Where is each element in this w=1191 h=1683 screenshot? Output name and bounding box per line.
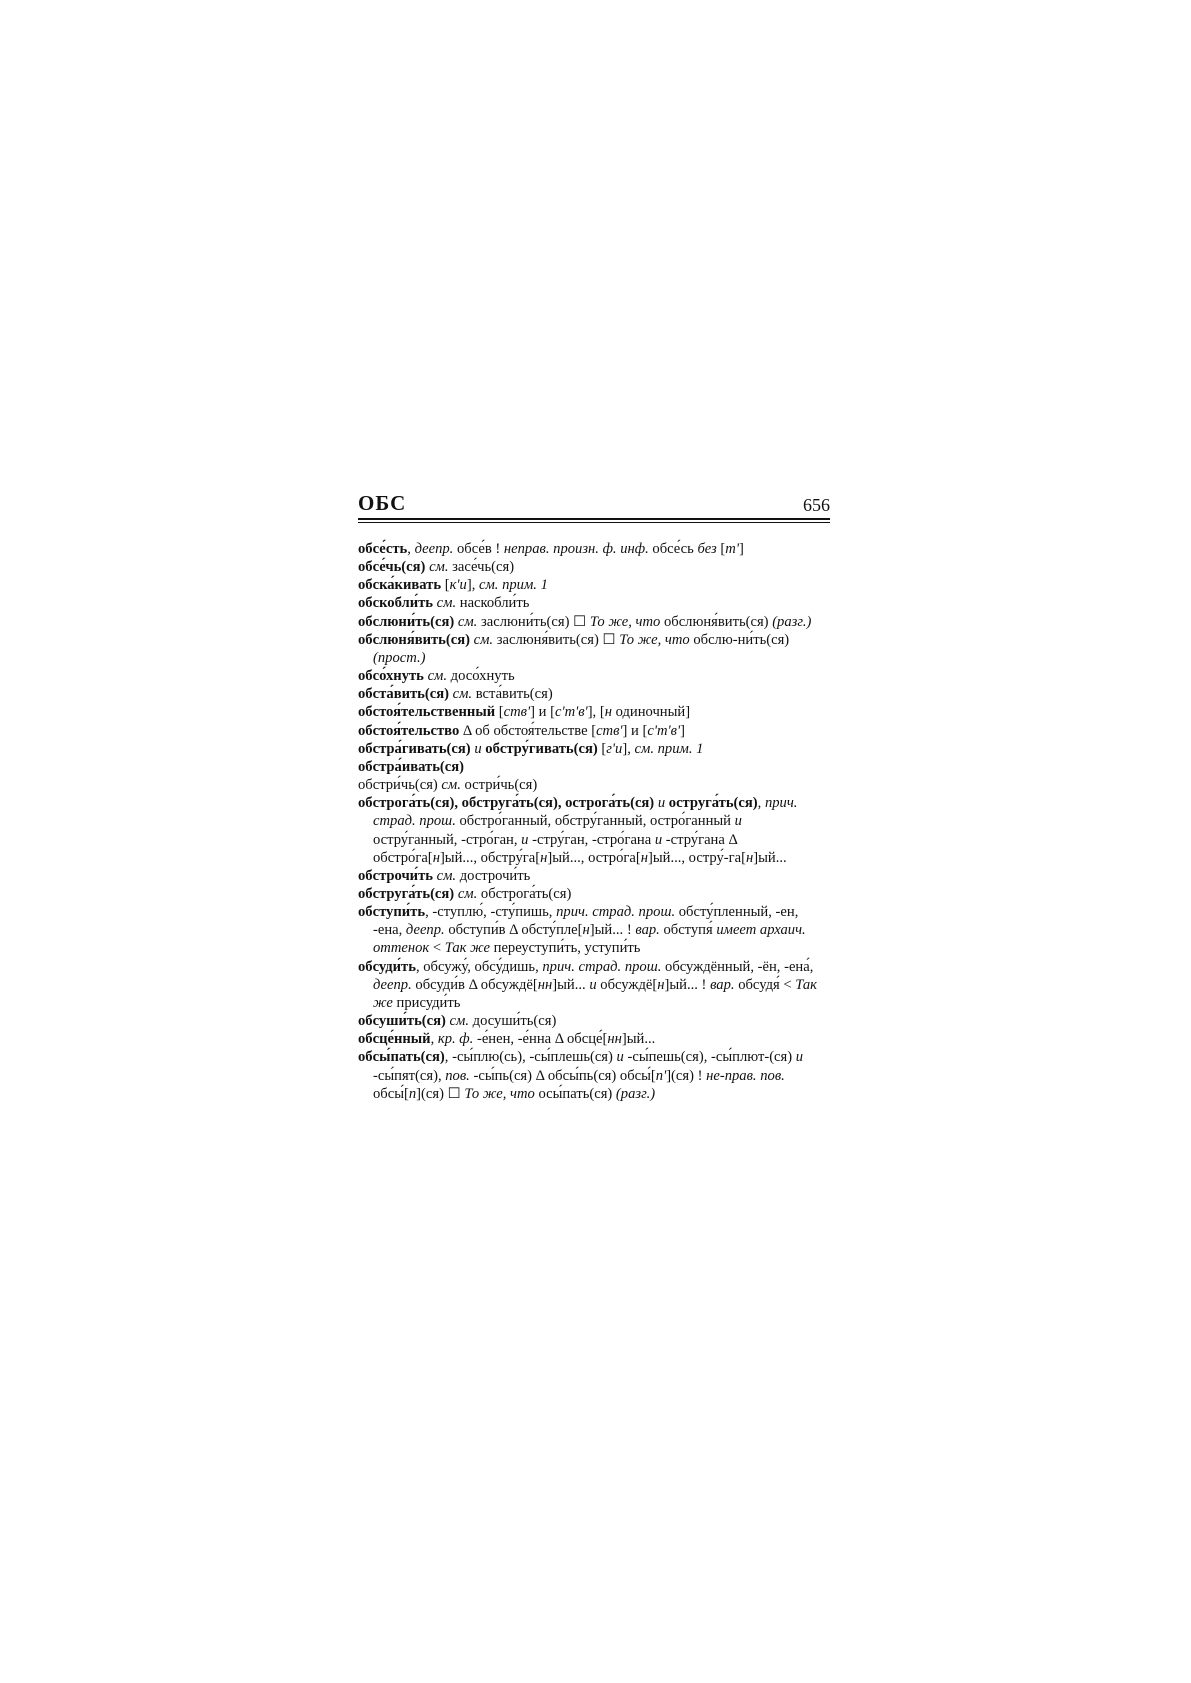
entry-text: наскобли́ть — [456, 595, 530, 612]
entry-label: см. — [452, 686, 473, 703]
entry-label: прич. страд. прош. — [556, 904, 676, 921]
entry-text: обсудя́ < — [734, 976, 796, 993]
entry-label: с'т'в' — [554, 704, 588, 721]
entry-label: и — [589, 976, 597, 993]
entry-text: досуши́ть(ся) — [469, 1013, 557, 1030]
entry-label: см. — [457, 885, 478, 902]
entry-headword: обскобли́ть — [358, 595, 433, 612]
dictionary-entry — [358, 594, 830, 612]
entry-text: обсту́пленный, -ен, -ена, — [373, 904, 799, 939]
dictionary-entry — [358, 667, 830, 685]
entry-label: вар. — [710, 976, 735, 993]
entry-headword: обсе́сть — [358, 541, 408, 557]
entry-label: н — [745, 849, 754, 866]
running-headword: ОБС — [358, 491, 407, 515]
entry-text: [ — [441, 577, 450, 594]
entry-text: -сы́пешь(ся), -сы́плют-(ся) — [623, 1049, 796, 1066]
entry-text: -е́нен, -е́нна Δ обсце́[ — [473, 1031, 608, 1048]
entry-headword: обстру́гивать(ся) — [485, 740, 598, 757]
dictionary-entry — [358, 540, 830, 558]
entry-label: нн — [537, 976, 553, 993]
entry-label: не-прав. пов. — [706, 1067, 785, 1084]
entry-text: заслюня́вить(ся) ☐ — [493, 631, 620, 648]
entry-text: , — [430, 1031, 438, 1048]
running-header — [358, 488, 830, 520]
entry-text: -стру́гана Δ обстро́га[ — [373, 831, 738, 866]
entry-text: ] и [ — [530, 704, 555, 721]
entry-text: остри́чь(ся) — [460, 777, 538, 794]
entry-headword: обсце́нный — [358, 1031, 431, 1048]
entry-text: ]ый... — [621, 1031, 656, 1048]
entry-label: см. — [441, 777, 461, 794]
entry-label: и — [654, 831, 663, 848]
entry-text: ] и [ — [622, 722, 648, 739]
entry-text: присуди́ть — [392, 994, 461, 1011]
entry-text: ] — [680, 722, 685, 739]
dictionary-entry — [358, 703, 830, 721]
entry-text: ]ый..., обстру́га[ — [439, 849, 541, 866]
entry-headword: обстра́гивать(ся) — [358, 740, 471, 757]
entry-text: досо́хнуть — [447, 668, 515, 685]
entry-headword: обсуди́ть — [358, 958, 416, 975]
entry-label: см. — [427, 668, 448, 685]
entry-headword: обсы́пать(ся) — [358, 1049, 445, 1066]
entry-text: [ — [495, 704, 504, 721]
entry-text: обсе́сь — [648, 541, 698, 557]
entry-label: деепр. — [405, 922, 445, 939]
entry-text: осы́пать(ся) — [534, 1085, 616, 1102]
entry-text: [ — [597, 740, 607, 757]
entry-text: -стру́ган, -стро́гана — [528, 831, 655, 848]
entry-label: Так же — [373, 976, 817, 1011]
entry-text: -сы́пят(ся), — [373, 1067, 446, 1084]
entry-text: обсы́[ — [373, 1085, 409, 1102]
entry-text: дострочи́ть — [456, 867, 531, 884]
entry-label: с'т'в' — [647, 722, 681, 739]
entry-label: То же, что — [619, 631, 690, 648]
dictionary-entry — [358, 613, 830, 631]
entry-label: Так же — [444, 940, 490, 957]
entry-label: и — [734, 813, 742, 830]
entry-text: , -сы́плю(сь), -сы́плешь(ся) — [444, 1049, 617, 1066]
entry-label: То же, что — [589, 613, 661, 630]
dictionary-entry — [358, 685, 830, 703]
entry-label: нн — [607, 1031, 622, 1048]
dictionary-entry — [358, 576, 830, 594]
entry-label: вар. — [635, 922, 660, 939]
entry-text: ]ый..., остру́-га[ — [647, 849, 746, 866]
dictionary-entry — [358, 722, 830, 740]
entry-text: ]ый... — [753, 849, 787, 866]
entry-text: вста́вить(ся) — [472, 686, 553, 703]
entry-text: ], — [466, 577, 479, 594]
entry-text: ]ый... — [552, 976, 590, 993]
entry-headword: обструга́ть(ся) — [358, 885, 455, 902]
entry-text: ] — [738, 541, 744, 557]
entry-label: н — [540, 849, 548, 866]
entry-text: обстри́чь(ся) — [358, 777, 442, 794]
entry-label: п' — [655, 1067, 667, 1084]
entry-text: ], — [622, 740, 635, 757]
entry-headword: обсуши́ть(ся) — [358, 1013, 446, 1030]
entry-text: обсуди́в Δ обсуждё[ — [411, 976, 538, 993]
entry-label: (разг.) — [772, 613, 812, 630]
entry-label: см. — [473, 631, 494, 648]
entry-text: обсуждё[ — [596, 976, 658, 993]
entry-label: деепр. — [373, 976, 412, 993]
entry-text: , — [757, 795, 765, 812]
entry-label: и — [657, 795, 666, 812]
dictionary-entry — [358, 631, 830, 667]
entry-text: ]ый... ! — [664, 976, 711, 993]
entry-headword: обска́кивать — [358, 577, 442, 594]
entry-label: То же, что — [464, 1085, 535, 1102]
dictionary-entry — [358, 740, 830, 758]
dictionary-entry — [358, 1048, 830, 1102]
entry-text: одиночный] — [611, 704, 691, 721]
entry-headword: обстрога́ть(ся), обструга́ть(ся), острога́ть(ся) — [358, 795, 655, 812]
entry-text: ]ый..., остро́га[ — [547, 849, 641, 866]
dictionary-page — [358, 488, 830, 1103]
entry-text: < — [429, 940, 445, 957]
entry-text: обслюня́вить(ся) — [660, 613, 773, 630]
entry-text: , — [407, 541, 415, 557]
dictionary-entry — [358, 958, 830, 1012]
entry-text: заслюни́ть(ся) ☐ — [477, 613, 590, 630]
entry-label: ств' — [596, 722, 623, 739]
entry-label: см. прим. 1 — [634, 740, 704, 757]
entry-text: обслю-ни́ть(ся) — [689, 631, 790, 648]
entry-label: см. — [457, 613, 478, 630]
entry-headword: обстоя́тельство — [358, 722, 460, 739]
page-number: 656 — [803, 495, 830, 515]
entry-text: обступя́ — [659, 922, 717, 939]
entry-label: г'и — [606, 740, 623, 757]
entry-headword: обстра́ивать(ся) — [358, 758, 465, 775]
entry-text: Δ об обстоя́тельстве [ — [459, 722, 597, 739]
entry-headword: обступи́ть — [358, 904, 426, 921]
dictionary-entry — [358, 885, 830, 903]
entry-list — [358, 540, 830, 1103]
entry-label: см. — [436, 595, 457, 612]
dictionary-entry — [358, 903, 830, 957]
entry-label: неправ. произн. ф. инф. — [503, 541, 649, 557]
entry-label: см. — [429, 559, 449, 576]
entry-label: прич. страд. прош. — [373, 795, 798, 830]
entry-label: н — [604, 704, 612, 721]
entry-label: к'и — [449, 577, 467, 594]
dictionary-entry — [358, 776, 830, 794]
entry-label: и — [616, 1049, 624, 1066]
entry-text: [ — [716, 541, 726, 557]
entry-text: -сы́пь(ся) Δ обсы́пь(ся) обсы́[ — [469, 1067, 656, 1084]
entry-label: см. — [436, 867, 457, 884]
dictionary-entry — [358, 1030, 830, 1048]
entry-label: пов. — [445, 1067, 470, 1084]
entry-label: (разг.) — [615, 1085, 656, 1102]
entry-label: и — [474, 740, 482, 757]
entry-text: ](ся) ☐ — [416, 1085, 465, 1102]
entry-label: см. — [449, 1013, 469, 1030]
dictionary-entry — [358, 794, 830, 867]
entry-label: и — [795, 1049, 804, 1066]
entry-headword: оструга́ть(ся) — [668, 795, 758, 812]
entry-text: обступи́в Δ обсту́пле[ — [444, 922, 583, 939]
entry-text: переуступи́ть, уступи́ть — [489, 940, 641, 957]
entry-label: н — [432, 849, 440, 866]
entry-label: деепр. — [414, 541, 454, 557]
entry-headword: обстрочи́ть — [358, 867, 433, 884]
entry-headword: обстоя́тельственный — [358, 704, 496, 721]
entry-text: , обсужу́, обсу́дишь, — [415, 958, 543, 975]
entry-label: кр. ф. — [437, 1031, 474, 1048]
entry-headword: обслюня́вить(ся) — [358, 631, 470, 648]
entry-label: см. прим. 1 — [479, 577, 548, 594]
dictionary-entry — [358, 1012, 830, 1030]
entry-headword: обста́вить(ся) — [358, 686, 449, 703]
entry-text: ]ый... ! — [589, 922, 636, 939]
entry-headword: обсо́хнуть — [358, 668, 424, 685]
entry-text: ](ся) ! — [666, 1067, 707, 1084]
entry-text: обсе́в ! — [453, 541, 504, 557]
entry-label: и — [521, 831, 529, 848]
entry-label: имеет архаич. оттенок — [373, 922, 806, 957]
entry-label: (прост.) — [373, 649, 426, 666]
entry-text: остру́ганный, -стро́ган, — [373, 831, 522, 848]
entry-label: т' — [725, 541, 739, 557]
entry-text: обстро́ганный, обстру́ганный, остро́ганный — [455, 813, 735, 830]
entry-label: прич. страд. прош. — [542, 958, 662, 975]
entry-label: н — [640, 849, 648, 866]
entry-text: засе́чь(ся) — [448, 559, 515, 576]
entry-label: ств' — [503, 704, 531, 721]
entry-headword: обслюни́ть(ся) — [358, 613, 455, 630]
dictionary-entry — [358, 758, 830, 776]
entry-label: н — [582, 922, 590, 939]
entry-headword: обсе́чь(ся) — [358, 559, 426, 576]
entry-label: без — [697, 541, 717, 557]
entry-text: ], [ — [587, 704, 605, 721]
entry-label: п — [408, 1085, 417, 1102]
entry-text: , -ступлю́, -сту́пишь, — [425, 904, 557, 921]
entry-label: н — [657, 976, 665, 993]
dictionary-entry — [358, 558, 830, 576]
dictionary-entry — [358, 867, 830, 885]
entry-text: обсуждённый, -ён, -ена́, — [661, 958, 814, 975]
entry-text: обстрога́ть(ся) — [477, 885, 572, 902]
